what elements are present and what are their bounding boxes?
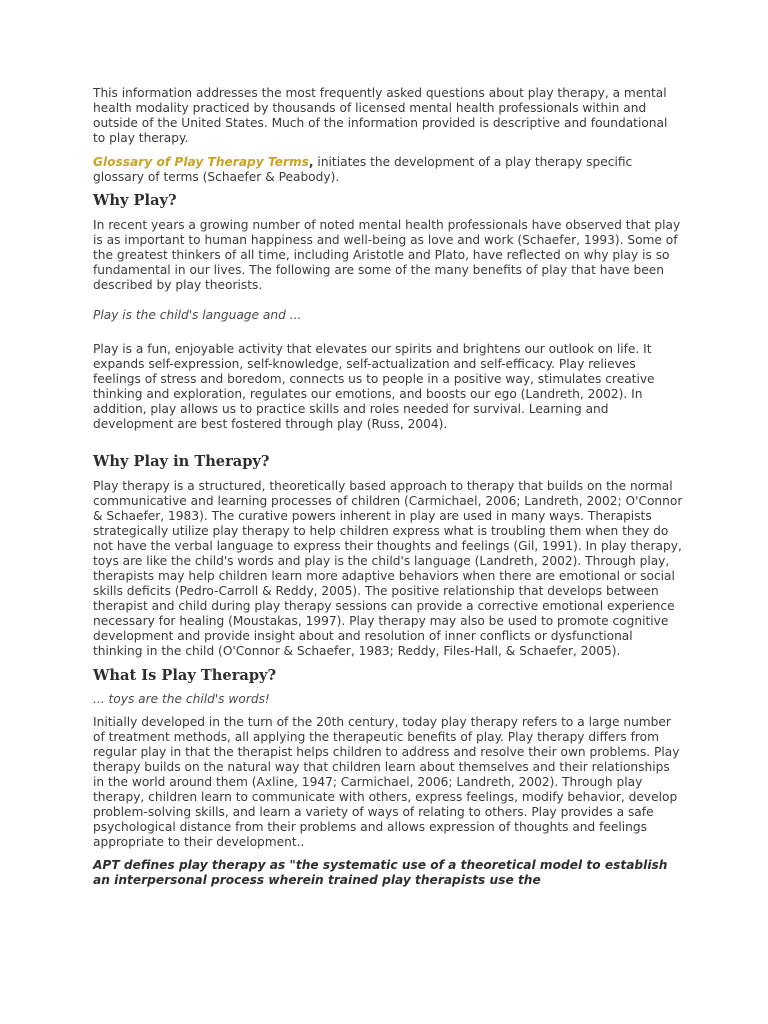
why-play-body [93,218,683,293]
why-play-section [93,192,683,210]
intro-paragraph: This information addresses the most frequently asked questions about play therapy, a mental health modality practiced by thousands of licensed mental health professionals within and outside of the United States. Much of the information provided is descriptive and foundational to play therapy. [93,86,668,145]
document-page [93,86,683,887]
why-play-therapy-heading: Why Play in Therapy? [93,453,270,470]
glossary-paragraph [93,155,683,185]
intro-section [93,86,683,146]
why-play-therapy-paragraph: Play therapy is a structured, theoretically based approach to therapy that builds on the normal communicative and learning processes of children (Carmichael, 2006; Landreth, 2002; O'Connor & Schaefer, 1983). The curative powers inherent in play are used in many ways. Therapists strategically utilize play therapy to help children express what is troubling them when they do not have the verbal language to express their thoughts and feelings (Gil, 1991). In play therapy, toys are like the child's words and play is the child's language (Landreth, 2002). Through play, therapists may help children learn more adaptive behaviors when there are emotional or social skills deficits (Pedro-Carroll & Reddy, 2005). The positive relationship that develops between therapist and child during play therapy sessions can provide a corrective emotional experience necessary for healing (Moustakas, 1997). Play therapy may also be used to promote cognitive development and provide insight about and resolution of inner conflicts or dysfunctional thinking in the child (O'Connor & Schaefer, 1983; Reddy, Files-Hall, & Schaefer, 2005). [93,479,683,658]
what-is-paragraph: Initially developed in the turn of the 20th century, today play therapy refers to a large number of treatment methods, all applying the therapeutic benefits of play. Play therapy differs from regular play in that the therapist helps children to address and resolve their own problems. Play therapy builds on the natural way that children learn about themselves and their relationships in the world around them (Axline, 1947; Carmichael, 2006; Landreth, 2002). Through play therapy, children learn to communicate with others, express feelings, modify behavior, develop problem-solving skills, and learn a variety of ways of relating to others. Play provides a safe psychological distance from their problems and allows expression of thoughts and feelings appropriate to their development.. [93,715,680,849]
apt-definition-block [93,858,683,888]
glossary-rest: initiates the development of a play therapy specific glossary of terms (Schaefer & Peabody). [93,155,633,184]
what-is-italic-note: ... toys are the child's words! [93,692,270,706]
what-is-body [93,715,683,850]
why-play-heading: Why Play? [93,192,177,209]
why-play-note-block [93,308,683,323]
why-play-therapy-section [93,453,683,471]
what-is-section [93,667,683,685]
why-play-body-2 [93,342,683,432]
glossary-comma: , [308,155,314,169]
why-play-paragraph: In recent years a growing number of noted mental health professionals have observed that play is as important to human happiness and well-being as love and work (Schaefer, 1993). Some of the greatest thinkers of all time, including Aristotle and Plato, have reflected on why play is so fundamental in our lives. The following are some of the many benefits of play that have been described by play theorists. [93,218,681,292]
what-is-note-block [93,692,683,707]
why-play-paragraph-2: Play is a fun, enjoyable activity that elevates our spirits and brightens our outlook on life. It expands self-expression, self-knowledge, self-actualization and self-efficacy. Play relieves feelings of stress and boredom, connects us to people in a positive way, stimulates creative thinking and exploration, regulates our emotions, and boosts our ego (Landreth, 2002). In addition, play allows us to practice skills and roles needed for survival. Learning and development are best fostered through play (Russ, 2004). [93,342,655,431]
why-play-therapy-body [93,479,683,659]
why-play-italic-note: Play is the child's language and ... [93,308,302,322]
what-is-heading: What Is Play Therapy? [93,667,277,684]
glossary-link[interactable]: Glossary of Play Therapy Terms [93,155,309,169]
apt-definition: APT defines play therapy as "the systematic use of a theoretical model to establish an interpersonal process wherein trained play therapists use the [93,858,668,887]
